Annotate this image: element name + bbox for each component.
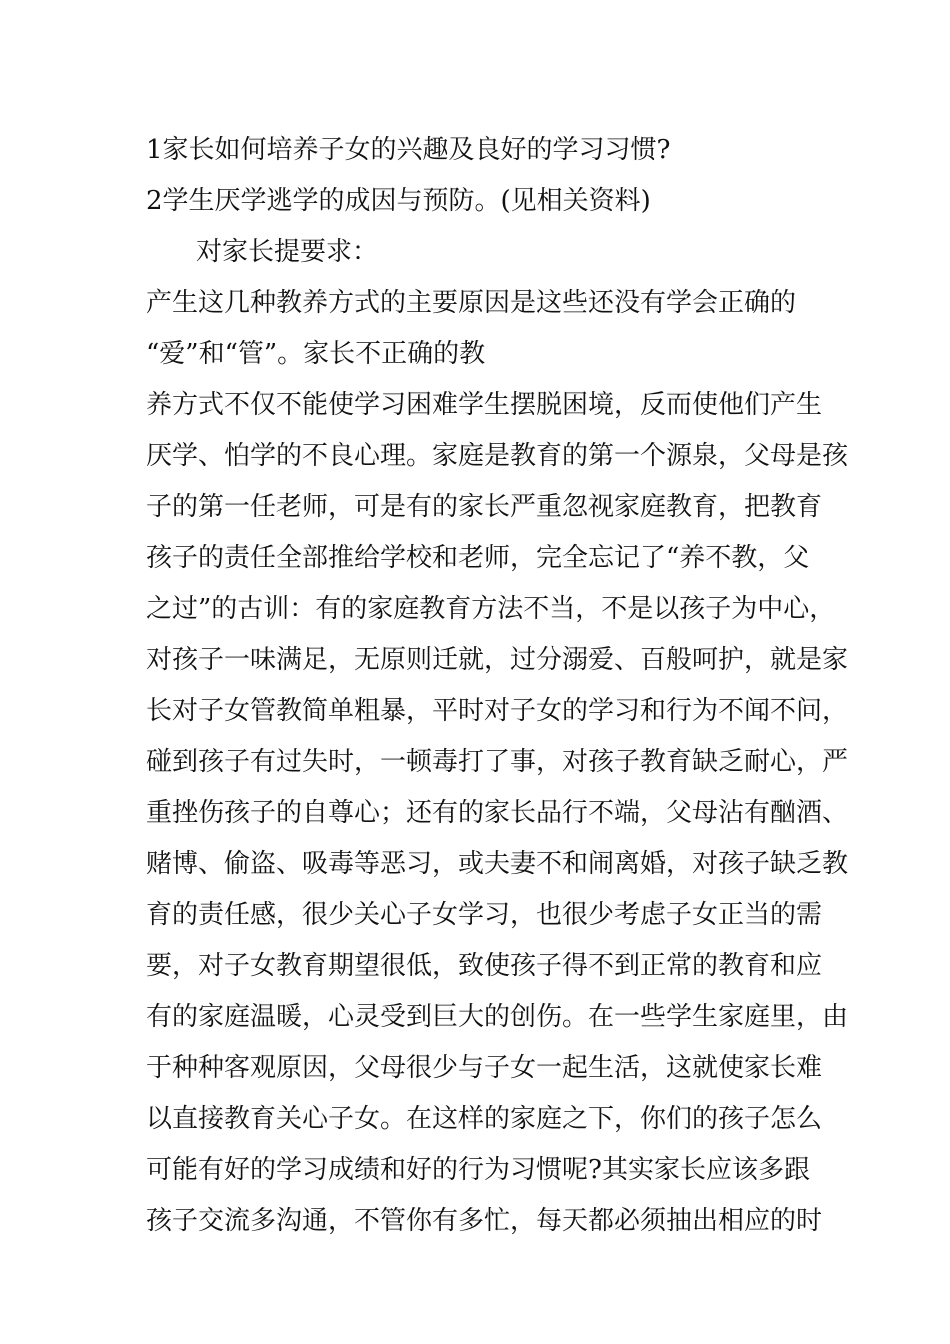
- paragraph-line: 孩子的责任全部推给学校和老师，完全忘记了“养不教，父: [146, 543, 810, 573]
- paragraph-line: 养方式不仅不能使学习困难学生摆脱困境，反而使他们产生: [146, 390, 823, 420]
- paragraph-line: 于种种客观原因，父母很少与子女一起生活，这就使家长难: [146, 1053, 823, 1083]
- paragraph-line: 之过”的古训：有的家庭教育方法不当，不是以孩子为中心，: [146, 594, 836, 624]
- paragraph-line: 要，对子女教育期望很低，致使孩子得不到正常的教育和应: [146, 951, 823, 981]
- list-item: 1家长如何培养子女的兴趣及良好的学习习惯?: [146, 135, 671, 165]
- paragraph-line: 对孩子一味满足，无原则迁就，过分溺爱、百般呵护，就是家: [146, 645, 849, 675]
- list-item: 2学生厌学逃学的成因与预防。(见相关资料): [146, 186, 651, 216]
- paragraph-line: 孩子交流多沟通，不管你有多忙，每天都必须抽出相应的时: [146, 1206, 823, 1236]
- paragraph-line: 厌学、怕学的不良心理。家庭是教育的第一个源泉，父母是孩: [146, 441, 849, 471]
- paragraph-line: 育的责任感，很少关心子女学习，也很少考虑子女正当的需: [146, 900, 823, 930]
- paragraph-line: “爱”和“管”。家长不正确的教: [146, 339, 486, 369]
- paragraph-line: 长对子女管教简单粗暴，平时对子女的学习和行为不闻不问，: [146, 696, 849, 726]
- paragraph-line: 有的家庭温暖，心灵受到巨大的创伤。在一些学生家庭里，由: [146, 1002, 849, 1032]
- section-heading: 对家长提要求：: [196, 237, 379, 267]
- paragraph-line: 以直接教育关心子女。在这样的家庭之下，你们的孩子怎么: [146, 1104, 823, 1134]
- paragraph-line: 可能有好的学习成绩和好的行为习惯呢?其实家长应该多跟: [146, 1155, 810, 1185]
- paragraph-line: 赌博、偷盗、吸毒等恶习，或夫妻不和闹离婚，对孩子缺乏教: [146, 849, 849, 879]
- paragraph-line: 子的第一任老师，可是有的家长严重忽视家庭教育，把教育: [146, 492, 823, 522]
- paragraph-line: 产生这几种教养方式的主要原因是这些还没有学会正确的: [146, 288, 797, 318]
- paragraph-line: 重挫伤孩子的自尊心；还有的家长品行不端，父母沾有酗酒、: [146, 798, 849, 828]
- paragraph-line: 碰到孩子有过失时，一顿毒打了事，对孩子教育缺乏耐心，严: [146, 747, 849, 777]
